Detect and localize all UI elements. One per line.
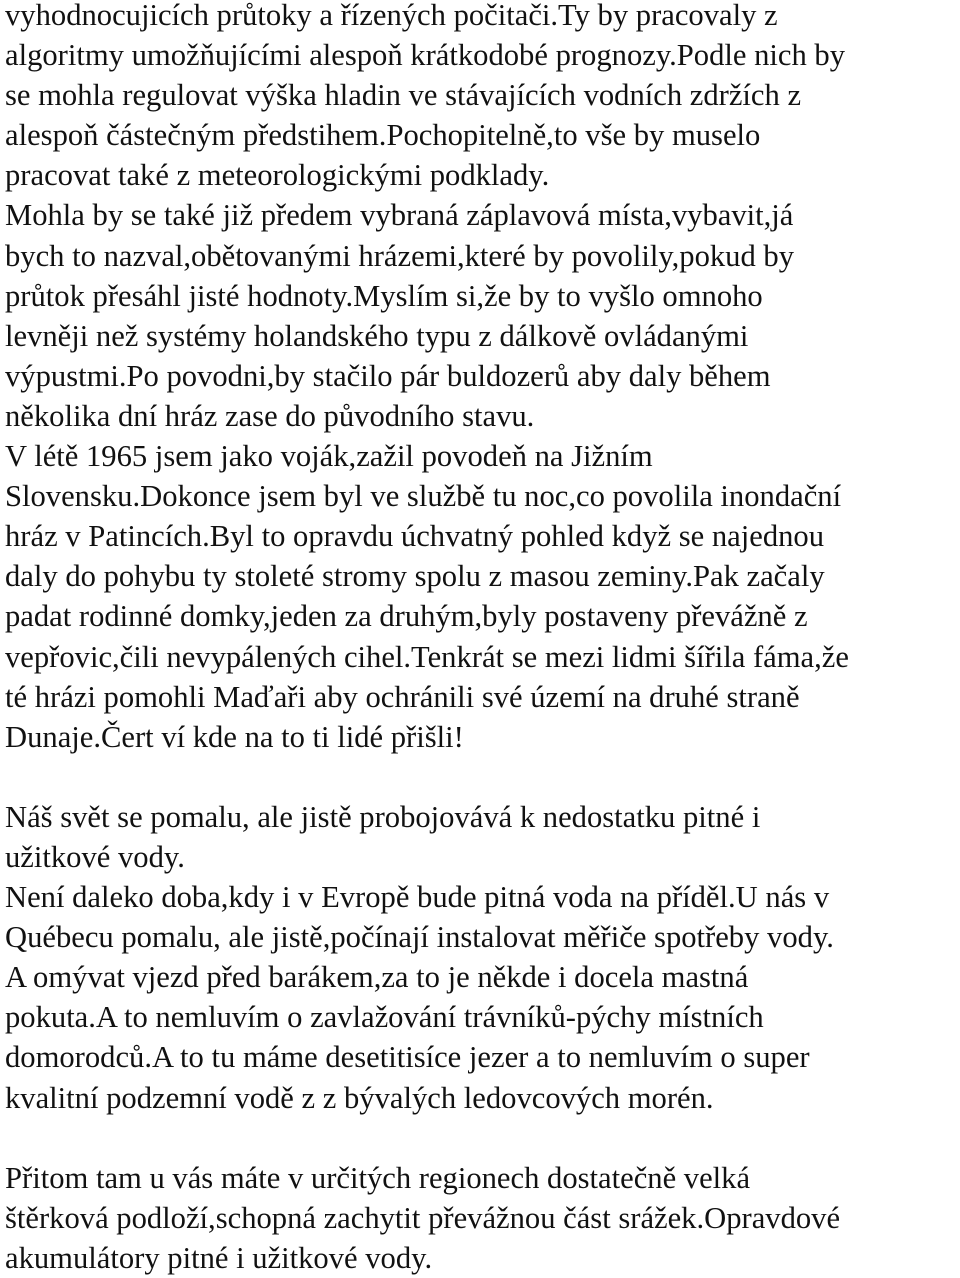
text-line: se mohla regulovat výška hladin ve stávajících vodních zdržích z bbox=[5, 78, 802, 113]
text-line: levněji než systémy holandského typu z dálkově ovládanými bbox=[5, 318, 749, 353]
text-line: padat rodinné domky,jeden za druhým,byly postaveny převážně z bbox=[5, 599, 808, 634]
text-line: algoritmy umožňujícími alespoň krátkodobé prognozy.Podle nich by bbox=[5, 38, 846, 73]
text-line: vyhodnocujicích průtoky a řízených počitači.Ty by pracovaly z bbox=[5, 0, 778, 32]
text-line: Mohla by se také již předem vybraná záplavová místa,vybavit,já bbox=[5, 198, 794, 233]
text-line: pokuta.A to nemluvím o zavlažování trávníků-pýchy místních bbox=[5, 1000, 764, 1035]
text-line: V létě 1965 jsem jako voják,zažil povodeň na Jižním bbox=[5, 439, 653, 474]
text-line: A omývat vjezd před barákem,za to je někde i docela mastná bbox=[5, 960, 749, 995]
text-line: Náš svět se pomalu, ale jistě probojovává k nedostatku pitné i bbox=[5, 799, 761, 834]
text-line: daly do pohybu ty stoleté stromy spolu z masou zeminy.Pak začaly bbox=[5, 559, 825, 594]
paragraph-1 bbox=[5, 0, 958, 757]
paragraph-gap bbox=[5, 757, 958, 797]
text-line: výpustmi.Po povodni,by stačilo pár buldozerů aby daly během bbox=[5, 358, 771, 393]
text-line: průtok přesáhl jisté hodnoty.Myslím si,že by to vyšlo omnoho bbox=[5, 278, 763, 313]
text-line: několika dní hráz zase do původního stavu. bbox=[5, 398, 535, 433]
text-line: štěrková podloží,schopná zachytit převážnou část srážek.Opravdové bbox=[5, 1200, 841, 1235]
text-line: vepřovic,čili nevypálených cihel.Tenkrát se mezi lidmi šířila fáma,že bbox=[5, 639, 849, 674]
text-line: hráz v Patincích.Byl to opravdu úchvatný pohled když se najednou bbox=[5, 519, 825, 554]
text-line: bych to nazval,obětovanými hrázemi,které by povolily,pokud by bbox=[5, 238, 794, 273]
text-line: akumulátory pitné i užitkové vody. bbox=[5, 1240, 433, 1275]
text-line: pracovat také z meteorologickými podklady. bbox=[5, 158, 550, 193]
text-line: té hrázi pomohli Maďaři aby ochránili své území na druhé straně bbox=[5, 679, 800, 714]
paragraph-2 bbox=[5, 797, 958, 1118]
text-line: Dunaje.Čert ví kde na to ti lidé přišli! bbox=[5, 719, 464, 754]
text-line: kvalitní podzemní vodě z z bývalých ledovcových morén. bbox=[5, 1080, 714, 1115]
paragraph-3 bbox=[5, 1158, 958, 1278]
text-line: Slovensku.Dokonce jsem byl ve službě tu noc,co povolila inondační bbox=[5, 479, 842, 514]
text-line: Není daleko doba,kdy i v Evropě bude pitná voda na příděl.U nás v bbox=[5, 880, 830, 915]
text-line: užitkové vody. bbox=[5, 839, 185, 874]
text-line: alespoň částečným předstihem.Pochopitelně,to vše by muselo bbox=[5, 118, 761, 153]
text-line: Přitom tam u vás máte v určitých regionech dostatečně velká bbox=[5, 1160, 751, 1195]
text-line: domorodců.A to tu máme desetitisíce jezer a to nemluvím o super bbox=[5, 1040, 810, 1075]
paragraph-gap bbox=[5, 1118, 958, 1158]
text-line: Québecu pomalu, ale jistě,počínají instalovat měřiče spotřeby vody. bbox=[5, 920, 834, 955]
document-page bbox=[5, 0, 958, 1278]
